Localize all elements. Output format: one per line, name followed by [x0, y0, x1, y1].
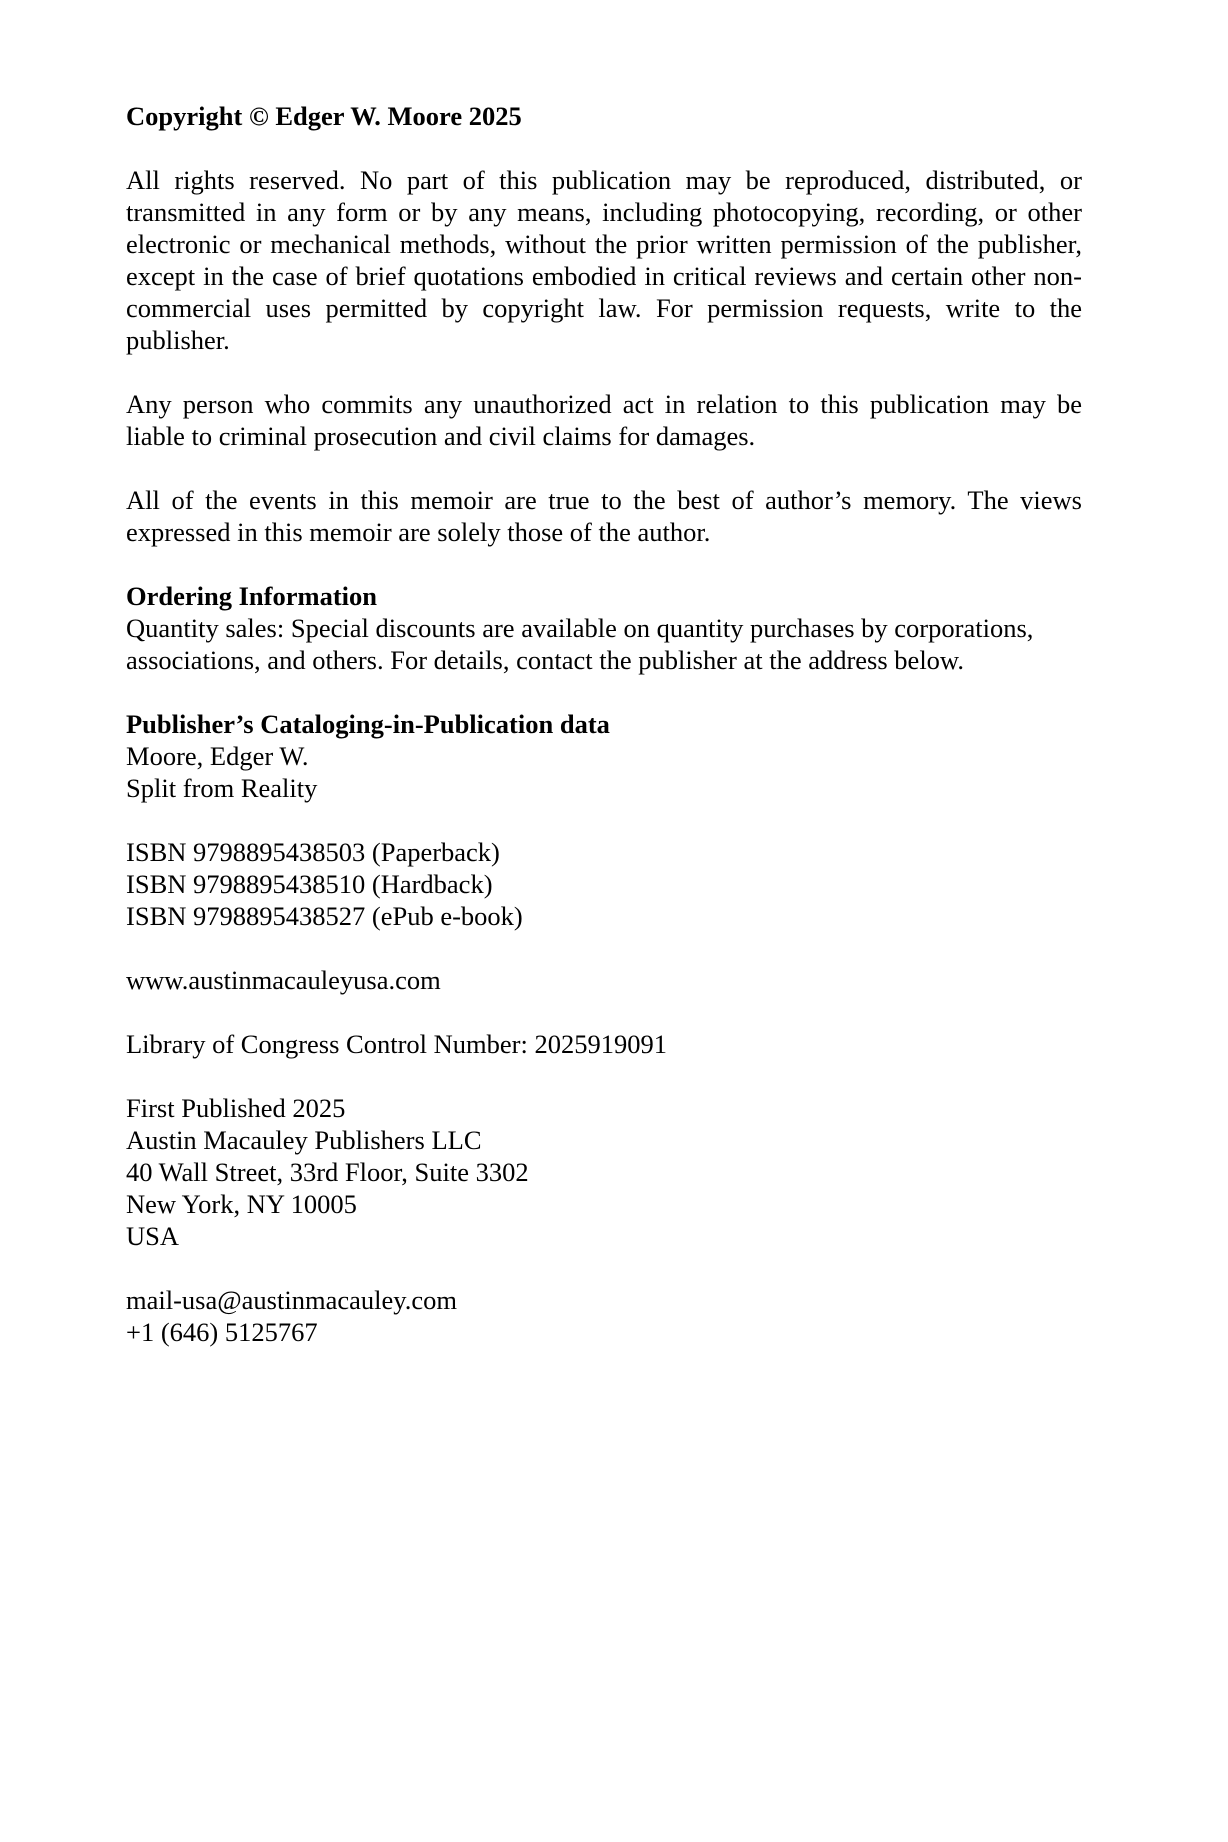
isbn-ebook: ISBN 9798895438527 (ePub e-book) [126, 901, 523, 931]
rights-paragraph: All rights reserved. No part of this publication may be reproduced, distributed, or transmitted in any form or by any means, including photocopying, recording, or other electronic or mechanical methods, without the prior written permission of the publisher, except in the case of brief quotations embodied in critical reviews and certain other non-commercial uses permitted by copyright law. For permission requests, write to the publisher. [126, 165, 1082, 355]
cataloging-author: Moore, Edger W. [126, 741, 309, 771]
ordering-section [126, 580, 1082, 676]
cataloging-heading: Publisher’s Cataloging-in-Publication data [126, 709, 610, 739]
cataloging-section [126, 708, 1082, 804]
publisher-name: Austin Macauley Publishers LLC [126, 1125, 482, 1155]
copyright-page [126, 100, 1082, 1348]
memoir-paragraph: All of the events in this memoir are true to the best of author’s memory. The views expressed in this memoir are solely those of the author. [126, 485, 1082, 547]
publisher-address [126, 1092, 1082, 1252]
contact-phone: +1 (646) 5125767 [126, 1317, 318, 1347]
liability-paragraph: Any person who commits any unauthorized act in relation to this publication may be liable to criminal prosecution and civil claims for damages. [126, 389, 1082, 451]
publisher-street: 40 Wall Street, 33rd Floor, Suite 3302 [126, 1157, 529, 1187]
contact-info [126, 1284, 1082, 1348]
ordering-text: Quantity sales: Special discounts are available on quantity purchases by corporations, associations, and others. For details, contact the publisher at the address below. [126, 613, 1034, 675]
publisher-city: New York, NY 10005 [126, 1189, 357, 1219]
isbn-paperback: ISBN 9798895438503 (Paperback) [126, 837, 500, 867]
lccn: Library of Congress Control Number: 2025919091 [126, 1029, 667, 1059]
website: www.austinmacauleyusa.com [126, 965, 441, 995]
publisher-country: USA [126, 1221, 180, 1251]
isbn-hardback: ISBN 9798895438510 (Hardback) [126, 869, 493, 899]
isbn-list [126, 836, 1082, 932]
ordering-heading: Ordering Information [126, 581, 377, 611]
contact-email: mail-usa@austinmacauley.com [126, 1285, 458, 1315]
copyright-title: Copyright © Edger W. Moore 2025 [126, 101, 522, 131]
first-published: First Published 2025 [126, 1093, 346, 1123]
cataloging-title: Split from Reality [126, 773, 318, 803]
